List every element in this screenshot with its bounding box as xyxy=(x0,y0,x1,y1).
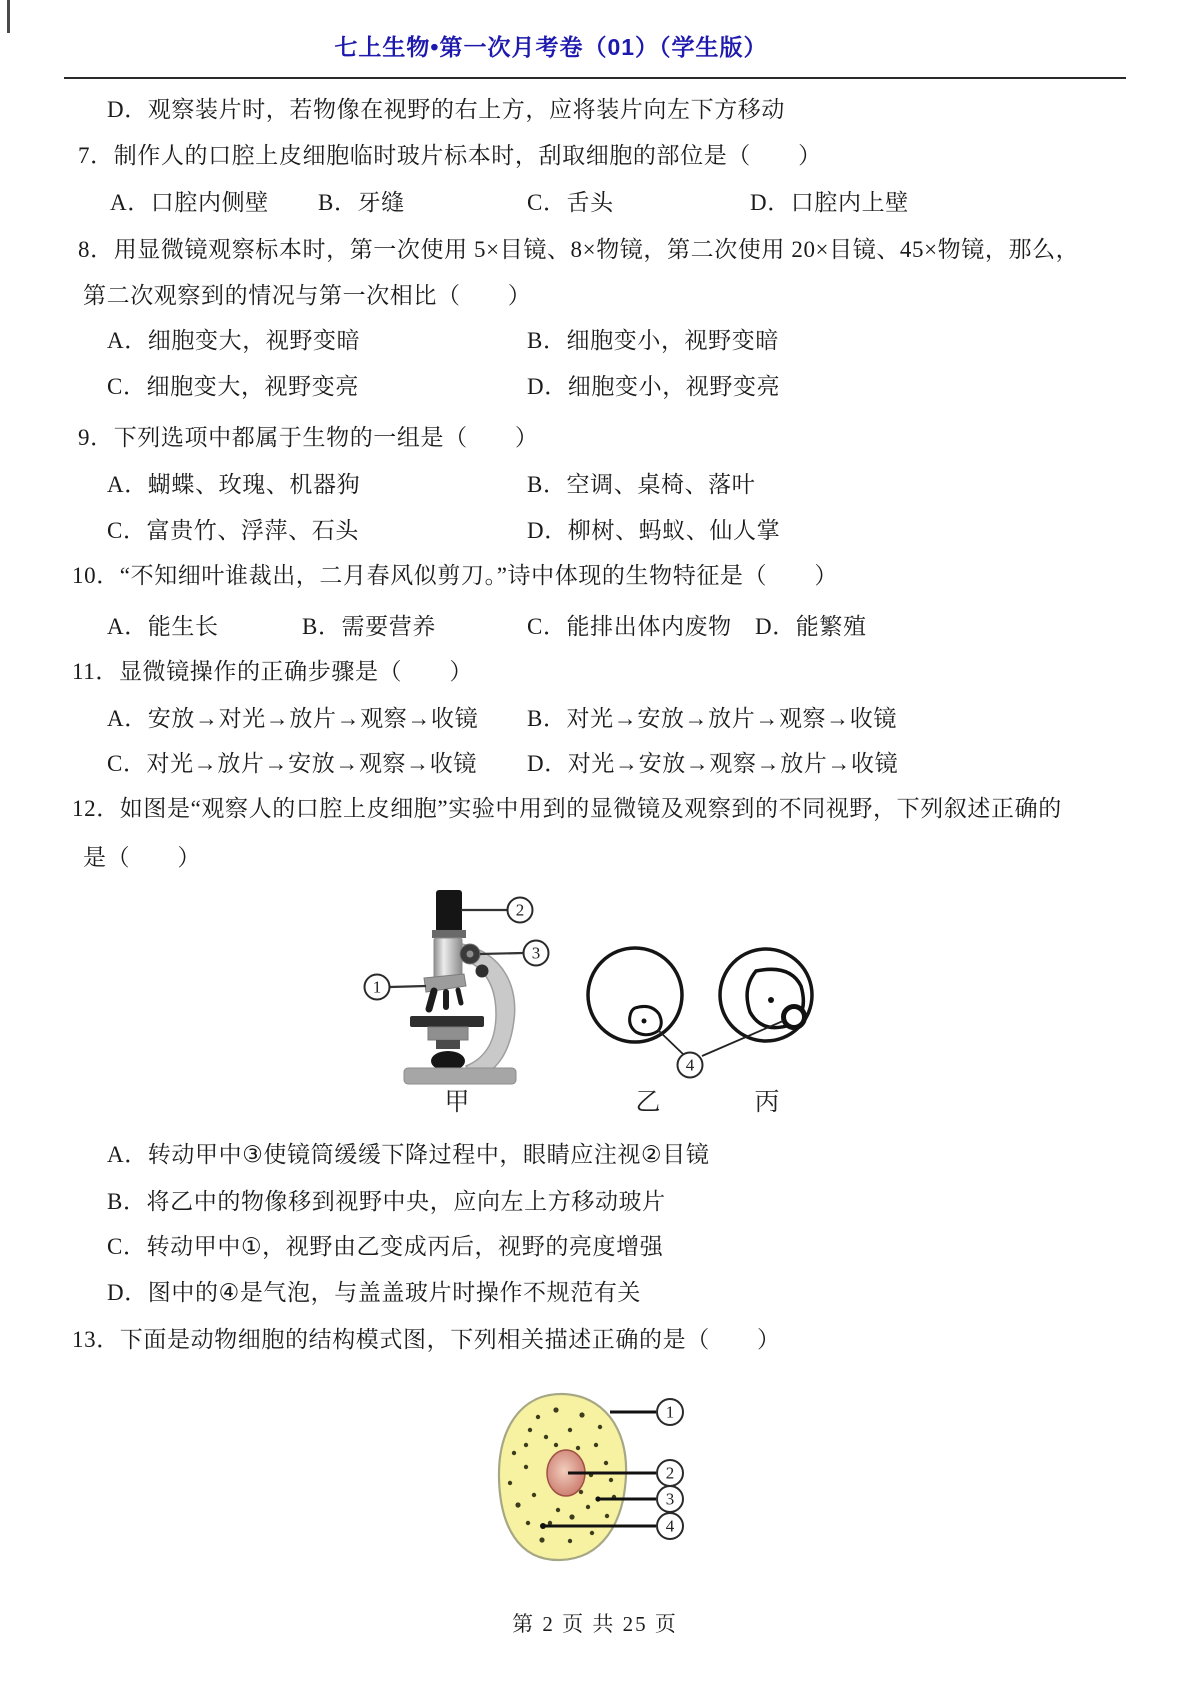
q8-option-d: D．细胞变小，视野变亮 xyxy=(527,374,781,399)
q9-options-row1 xyxy=(0,470,1190,500)
field-of-view-yi xyxy=(588,948,682,1042)
label-bing: 丙 xyxy=(754,1089,780,1116)
q10-stem: 10．“不知细叶谁裁出，二月春风似剪刀。”诗中体现的生物特征是（ ） xyxy=(72,563,838,588)
q11-option-a: A．安放→对光→放片→观察→收镜 xyxy=(107,706,479,731)
air-bubble xyxy=(784,1007,805,1028)
q8-stem-line2: 第二次观察到的情况与第一次相比（ ） xyxy=(83,283,532,308)
q11-options-row2 xyxy=(0,749,1190,779)
q13-stem: 13．下面是动物细胞的结构模式图，下列相关描述正确的是（ ） xyxy=(72,1327,781,1352)
q11-option-b: B．对光→安放→放片→观察→收镜 xyxy=(527,706,897,731)
microscope-figure-svg xyxy=(320,862,840,1132)
q7-option-a: A．口腔内侧壁 xyxy=(110,190,269,215)
q11-option-c: C．对光→放片→安放→观察→收镜 xyxy=(107,751,477,776)
q8-options-row2 xyxy=(0,372,1190,402)
q8-stem-line1: 8．用显微镜观察标本时，第一次使用 5×目镜、8×物镜，第二次使用 20×目镜、45×物镜，那么， xyxy=(78,237,1080,262)
cell-callout-2-number: 2 xyxy=(665,1463,675,1483)
q6-option-d: D．观察装片时，若物像在视野的右上方，应将装片向左下方移动 xyxy=(107,97,786,122)
header-rule xyxy=(64,77,1126,79)
q8-option-b: B．细胞变小，视野变暗 xyxy=(527,328,779,353)
q9-option-b: B．空调、桌椅、落叶 xyxy=(527,472,756,497)
objective-lens-3 xyxy=(458,990,461,1003)
q12-stem-line2: 是（ ） xyxy=(83,845,201,870)
fine-focus-knob xyxy=(476,965,489,978)
q12-option-b: B．将乙中的物像移到视野中央，应向左上方移动玻片 xyxy=(107,1189,666,1214)
q10-option-a: A．能生长 xyxy=(107,614,219,639)
coarse-focus-knob-center xyxy=(467,951,474,958)
q9-stem: 9．下列选项中都属于生物的一组是（ ） xyxy=(78,425,539,450)
cell-callout-1 xyxy=(610,1399,683,1425)
substage xyxy=(428,1027,468,1040)
callout-4 xyxy=(658,1021,783,1078)
q7-option-c: C．舌头 xyxy=(527,190,614,215)
callout-1 xyxy=(365,975,427,1000)
callout-2-number: 2 xyxy=(515,900,525,920)
q9-option-d: D．柳树、蚂蚁、仙人掌 xyxy=(527,518,781,543)
q7-option-d: D．口腔内上壁 xyxy=(750,190,909,215)
cell-large-nucleus-dot xyxy=(768,997,774,1003)
q9-option-a: A．蝴蝶、玫瑰、机器狗 xyxy=(107,472,361,497)
q7-option-b: B．牙缝 xyxy=(318,190,405,215)
microscope-stage xyxy=(410,1016,484,1027)
q10-option-b: B．需要营养 xyxy=(302,614,436,639)
cell-callout-1-number: 1 xyxy=(665,1402,675,1422)
field-of-view-bing xyxy=(720,949,812,1041)
page-number-footer: 第 2 页 共 25 页 xyxy=(512,1612,678,1636)
q7-options-row xyxy=(0,188,1190,218)
callout-2 xyxy=(461,898,533,923)
q11-stem: 11．显微镜操作的正确步骤是（ ） xyxy=(72,659,473,684)
microscope-collar xyxy=(432,930,466,938)
q10-option-c: C．能排出体内废物 xyxy=(527,614,732,639)
q12-stem-line1: 12．如图是“观察人的口腔上皮细胞”实验中用到的显微镜及观察到的不同视野，下列叙述正确的 xyxy=(72,796,1062,821)
cell-callout-4-number: 4 xyxy=(665,1516,675,1536)
microscope-base xyxy=(404,1068,516,1084)
q7-stem: 7．制作人的口腔上皮细胞临时玻片标本时，刮取细胞的部位是（ ） xyxy=(78,143,822,168)
cell-small-nucleus-dot xyxy=(642,1019,647,1024)
q12-option-d: D．图中的④是气泡，与盖盖玻片时操作不规范有关 xyxy=(107,1280,642,1305)
q8-options-row1 xyxy=(0,326,1190,356)
q8-option-c: C．细胞变大，视野变亮 xyxy=(107,374,359,399)
q8-option-a: A．细胞变大，视野变暗 xyxy=(107,328,361,353)
q9-options-row2 xyxy=(0,516,1190,546)
q9-option-c: C．富贵竹、浮萍、石头 xyxy=(107,518,359,543)
q11-option-d: D．对光→安放→观察→放片→收镜 xyxy=(527,751,899,776)
callout-3-number: 3 xyxy=(531,943,541,963)
label-yi: 乙 xyxy=(635,1089,661,1116)
q12-option-a: A．转动甲中③使镜筒缓缓下降过程中，眼睛应注视②目镜 xyxy=(107,1142,710,1167)
cell-callout-3-number: 3 xyxy=(665,1489,675,1509)
q12-option-c: C．转动甲中①，视野由乙变成丙后，视野的亮度增强 xyxy=(107,1234,664,1259)
page-title: 七上生物•第一次月考卷（01）（学生版） xyxy=(334,34,768,60)
callout-4-number: 4 xyxy=(685,1055,695,1075)
animal-cell-svg xyxy=(430,1375,750,1575)
substage-knob xyxy=(436,1040,460,1049)
objective-lens-1 xyxy=(429,991,434,1009)
q10-option-d: D．能繁殖 xyxy=(755,614,867,639)
label-jia: 甲 xyxy=(444,1089,470,1116)
figure-animal-cell xyxy=(430,1375,750,1575)
figure-microscope-views xyxy=(320,862,840,1132)
microscope-eyepiece xyxy=(436,890,462,932)
callout-1-number: 1 xyxy=(372,977,382,997)
view-circle-yi xyxy=(588,948,682,1042)
q11-options-row1 xyxy=(0,704,1190,734)
q10-options-row xyxy=(0,612,1190,642)
